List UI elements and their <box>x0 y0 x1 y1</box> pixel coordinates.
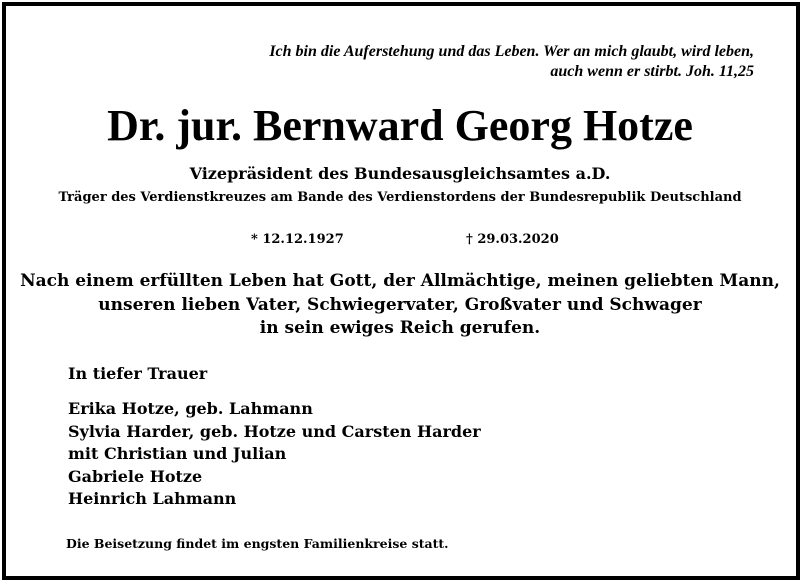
bible-verse-line: Ich bin die Auferstehung und das Leben. Wer an mich glaubt, wird leben, <box>269 43 754 60</box>
announcement-line: unseren lieben Vater, Schwiegervater, Großvater und Schwager <box>98 294 702 315</box>
birth-date: * 12.12.1927 <box>251 232 344 247</box>
mourners-list <box>68 398 481 511</box>
announcement-line: in sein ewiges Reich gerufen. <box>259 318 541 338</box>
mourning-heading: In tiefer Trauer <box>68 364 208 383</box>
death-date: † 29.03.2020 <box>466 232 559 247</box>
mourner-entry: Gabriele Hotze <box>68 466 203 486</box>
honor-title: Träger des Verdienstkreuzes am Bande des Verdienstordens der Bundesrepublik Deutschland <box>58 190 742 205</box>
bible-verse-line: auch wenn er stirbt. Joh. 11,25 <box>550 63 754 80</box>
mourner-entry: mit Christian und Julian <box>68 444 287 463</box>
announcement-text <box>0 270 800 341</box>
primary-title: Vizepräsident des Bundesausgleichsamtes a.D. <box>189 164 611 183</box>
mourner-entry: Sylvia Harder, geb. Hotze und Carsten Harder <box>68 421 481 441</box>
bible-verse <box>269 42 754 82</box>
burial-note: Die Beisetzung findet im engsten Familienkreise statt. <box>66 536 449 551</box>
mourner-entry: Erika Hotze, geb. Lahmann <box>68 399 313 418</box>
mourner-entry: Heinrich Lahmann <box>68 489 237 508</box>
announcement-line: Nach einem erfüllten Leben hat Gott, der Allmächtige, meinen geliebten Mann, <box>20 271 780 291</box>
deceased-name: Dr. jur. Bernward Georg Hotze <box>107 101 693 150</box>
